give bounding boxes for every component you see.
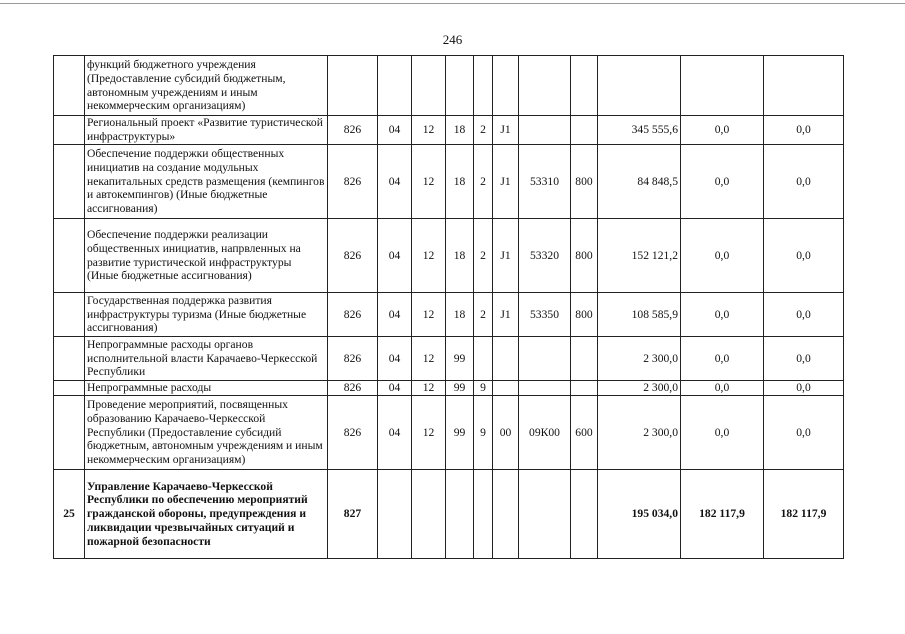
code-program: 18 <box>446 116 474 145</box>
amount-year-1: 2 300,0 <box>598 337 681 381</box>
amount-year-1: 2 300,0 <box>598 396 681 470</box>
row-number <box>54 219 85 293</box>
amount-year-1: 345 555,6 <box>598 116 681 145</box>
table-row <box>54 145 844 219</box>
item-name: Региональный проект «Развитие туристической инфраструктуры» <box>85 116 328 145</box>
amount-year-2: 0,0 <box>681 337 764 381</box>
code-subprogram <box>474 337 493 381</box>
code-event: J1 <box>493 116 519 145</box>
amount-year-2: 0,0 <box>681 293 764 337</box>
code-event: J1 <box>493 219 519 293</box>
table-row <box>54 381 844 396</box>
code-direction <box>519 381 571 396</box>
code-section <box>378 56 412 116</box>
code-subsection: 12 <box>412 396 446 470</box>
code-section: 04 <box>378 337 412 381</box>
page-top-rule <box>0 3 905 4</box>
table-row <box>54 116 844 145</box>
code-subsection <box>412 56 446 116</box>
code-ministry: 826 <box>328 219 378 293</box>
code-program: 18 <box>446 293 474 337</box>
code-subsection <box>412 470 446 559</box>
code-ministry: 826 <box>328 337 378 381</box>
code-ministry <box>328 56 378 116</box>
amount-year-2: 0,0 <box>681 396 764 470</box>
code-expense-type: 800 <box>571 145 598 219</box>
row-number <box>54 145 85 219</box>
amount-year-1: 195 034,0 <box>598 470 681 559</box>
item-name: Управление Карачаево-Черкесской Республики по обеспечению мероприятий гражданской обороны, предупреждения и ликвидации чрезвычайных ситуаций и пожарной безопасности <box>85 470 328 559</box>
amount-year-3 <box>764 56 844 116</box>
table-row <box>54 293 844 337</box>
code-expense-type: 800 <box>571 219 598 293</box>
row-number <box>54 337 85 381</box>
code-event: J1 <box>493 293 519 337</box>
code-direction <box>519 470 571 559</box>
code-program: 18 <box>446 145 474 219</box>
item-name: Проведение мероприятий, посвященных образованию Карачаево-Черкесской Республики (Предоставление субсидий бюджетным, автономным учреждениям и иным некоммерческим организациям) <box>85 396 328 470</box>
row-number <box>54 56 85 116</box>
code-section <box>378 470 412 559</box>
row-number <box>54 381 85 396</box>
table-row <box>54 470 844 559</box>
page-number: 246 <box>442 32 463 47</box>
row-number <box>54 293 85 337</box>
item-name: Государственная поддержка развития инфраструктуры туризма (Иные бюджетные ассигнования) <box>85 293 328 337</box>
amount-year-3: 0,0 <box>764 381 844 396</box>
code-direction: 53320 <box>519 219 571 293</box>
code-subsection: 12 <box>412 381 446 396</box>
code-event: 00 <box>493 396 519 470</box>
item-name: Обеспечение поддержки реализации общественных инициатив, напрвленных на развитие туристической инфраструктуры (Иные бюджетные ассигнования) <box>85 219 328 293</box>
code-section: 04 <box>378 396 412 470</box>
budget-table <box>53 55 844 559</box>
code-program: 18 <box>446 219 474 293</box>
code-expense-type: 800 <box>571 293 598 337</box>
code-subprogram: 2 <box>474 145 493 219</box>
amount-year-3: 0,0 <box>764 116 844 145</box>
code-subprogram: 2 <box>474 116 493 145</box>
amount-year-2 <box>681 56 764 116</box>
code-expense-type: 600 <box>571 396 598 470</box>
code-subsection: 12 <box>412 293 446 337</box>
code-event <box>493 381 519 396</box>
row-number <box>54 396 85 470</box>
item-name: функций бюджетного учреждения (Предоставление субсидий бюджетным, автономным учреждениям и иным некоммерческим организациям) <box>85 56 328 116</box>
code-direction <box>519 56 571 116</box>
code-subsection: 12 <box>412 116 446 145</box>
code-direction <box>519 337 571 381</box>
code-ministry: 826 <box>328 293 378 337</box>
code-ministry: 827 <box>328 470 378 559</box>
table-row <box>54 396 844 470</box>
amount-year-2: 182 117,9 <box>681 470 764 559</box>
code-section: 04 <box>378 219 412 293</box>
code-expense-type <box>571 470 598 559</box>
amount-year-3: 0,0 <box>764 145 844 219</box>
code-subsection: 12 <box>412 219 446 293</box>
amount-year-3: 0,0 <box>764 293 844 337</box>
code-section: 04 <box>378 293 412 337</box>
code-subprogram: 9 <box>474 381 493 396</box>
amount-year-1: 152 121,2 <box>598 219 681 293</box>
code-direction: 53310 <box>519 145 571 219</box>
amount-year-2: 0,0 <box>681 381 764 396</box>
code-ministry: 826 <box>328 396 378 470</box>
code-program <box>446 56 474 116</box>
amount-year-1: 2 300,0 <box>598 381 681 396</box>
code-program: 99 <box>446 337 474 381</box>
code-event <box>493 56 519 116</box>
table-row <box>54 56 844 116</box>
code-direction: 53350 <box>519 293 571 337</box>
code-section: 04 <box>378 381 412 396</box>
item-name: Непрограммные расходы органов исполнительной власти Карачаево-Черкесской Республики <box>85 337 328 381</box>
code-subprogram <box>474 56 493 116</box>
amount-year-2: 0,0 <box>681 145 764 219</box>
code-subsection: 12 <box>412 145 446 219</box>
amount-year-3: 0,0 <box>764 396 844 470</box>
code-expense-type <box>571 56 598 116</box>
code-direction <box>519 116 571 145</box>
code-event <box>493 470 519 559</box>
code-subsection: 12 <box>412 337 446 381</box>
table-row <box>54 219 844 293</box>
item-name: Обеспечение поддержки общественных инициатив на создание модульных некапитальных средств размещения (кемпингов и автокемпингов) (Иные бюджетные ассигнования) <box>85 145 328 219</box>
code-subprogram <box>474 470 493 559</box>
item-name: Непрограммные расходы <box>85 381 328 396</box>
code-program <box>446 470 474 559</box>
code-subprogram: 9 <box>474 396 493 470</box>
amount-year-1 <box>598 56 681 116</box>
row-number: 25 <box>54 470 85 559</box>
code-subprogram: 2 <box>474 293 493 337</box>
amount-year-2: 0,0 <box>681 116 764 145</box>
code-program: 99 <box>446 396 474 470</box>
amount-year-3: 182 117,9 <box>764 470 844 559</box>
row-number <box>54 116 85 145</box>
amount-year-1: 108 585,9 <box>598 293 681 337</box>
code-expense-type <box>571 116 598 145</box>
amount-year-3: 0,0 <box>764 337 844 381</box>
code-section: 04 <box>378 116 412 145</box>
code-expense-type <box>571 337 598 381</box>
amount-year-1: 84 848,5 <box>598 145 681 219</box>
code-ministry: 826 <box>328 116 378 145</box>
code-section: 04 <box>378 145 412 219</box>
code-event: J1 <box>493 145 519 219</box>
code-expense-type <box>571 381 598 396</box>
code-direction: 09К00 <box>519 396 571 470</box>
code-event <box>493 337 519 381</box>
code-ministry: 826 <box>328 145 378 219</box>
code-ministry: 826 <box>328 381 378 396</box>
amount-year-3: 0,0 <box>764 219 844 293</box>
code-subprogram: 2 <box>474 219 493 293</box>
table-row <box>54 337 844 381</box>
code-program: 99 <box>446 381 474 396</box>
amount-year-2: 0,0 <box>681 219 764 293</box>
